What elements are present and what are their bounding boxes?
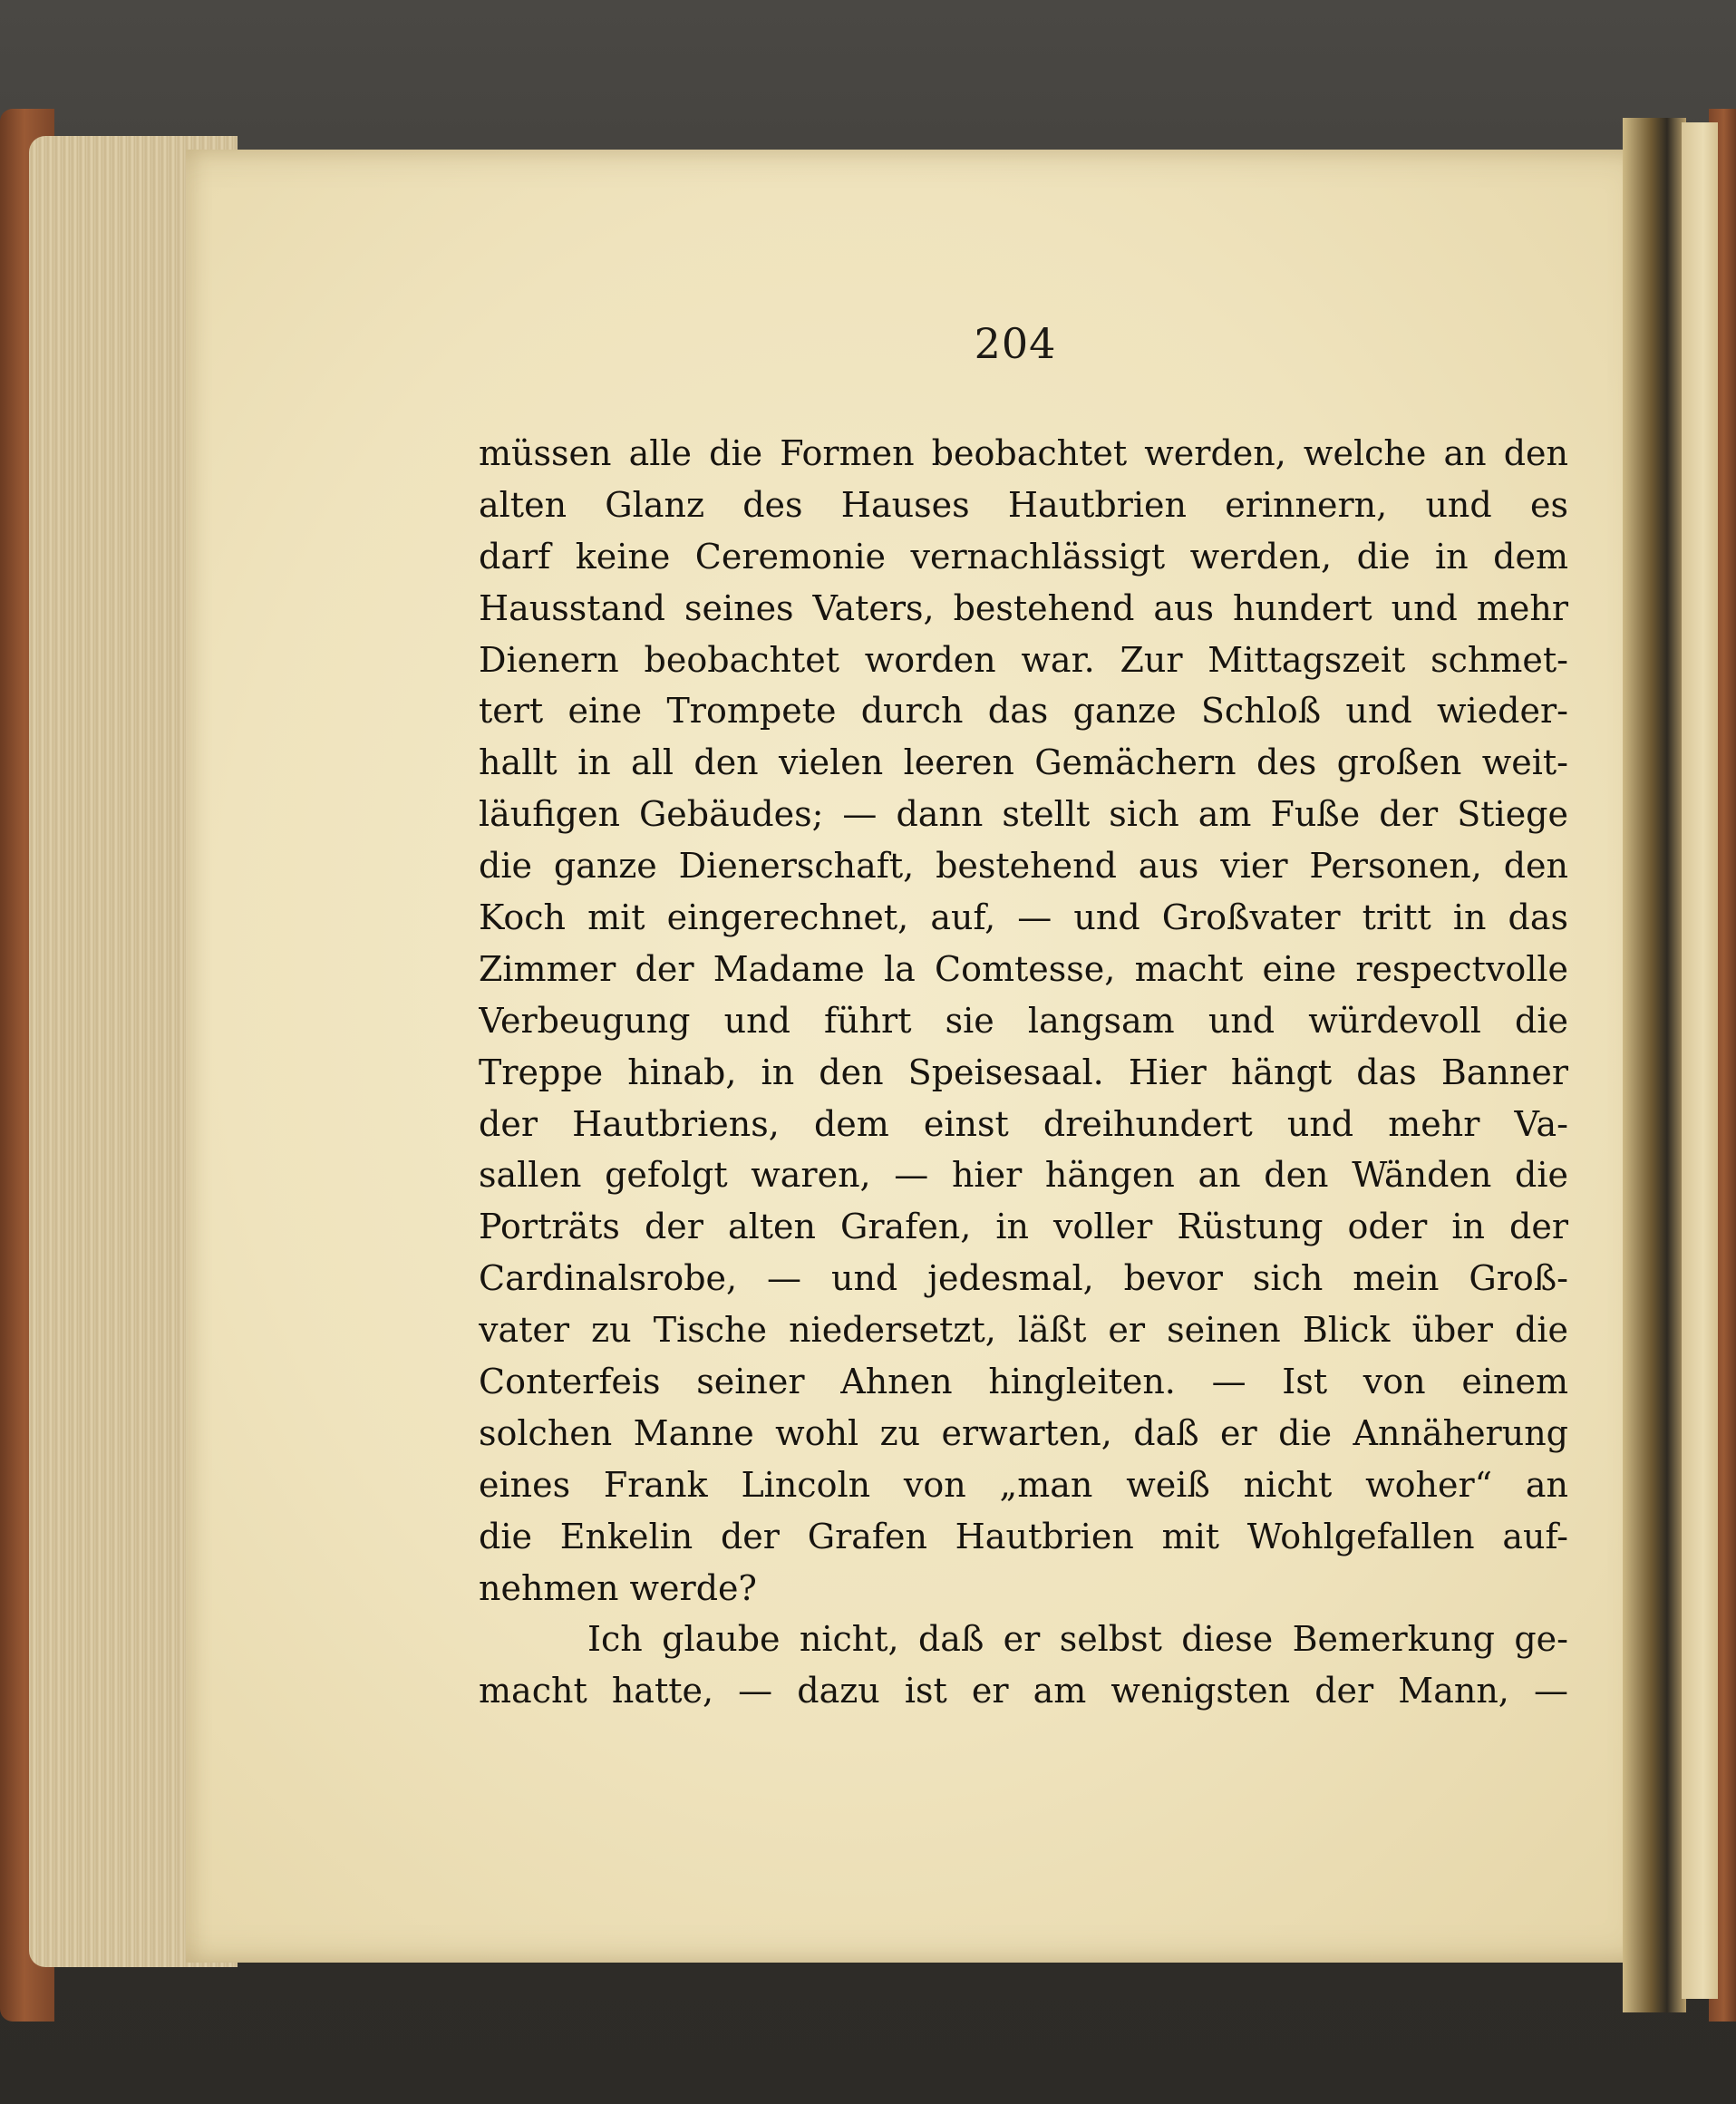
text-line: müssen alle die Formen beobachtet werden, welche an den [479,433,1568,473]
page-number: 204 [974,319,1057,368]
text-line: die ganze Dienerschaft, bestehend aus vier Personen, den [479,846,1568,887]
text-line: Hausstand seines Vaters, bestehend aus hundert und mehr [479,587,1568,628]
text-line: Verbeugung und führt sie langsam und würdevoll die [479,1000,1568,1041]
text-line: der Hautbriens, dem einst dreihundert und mehr Va- [479,1103,1568,1144]
text-line: macht hatte, — dazu ist er am wenigsten der Mann, — [479,1671,1568,1711]
text-line: darf keine Ceremonie vernachlässigt werden, die in dem [479,536,1568,577]
text-line: Porträts der alten Grafen, in voller Rüstung oder in der [479,1207,1568,1247]
body-text [479,428,1568,1717]
paragraph-end-line: nehmen werde? [479,1567,757,1608]
text-line: Cardinalsrobe, — und jedesmal, bevor sich mein Groß- [479,1258,1568,1299]
text-line: alten Glanz des Hauses Hautbrien erinnern, und es [479,484,1568,525]
text-line: sallen gefolgt waren, — hier hängen an den Wänden die [479,1155,1568,1196]
text-line: die Enkelin der Grafen Hautbrien mit Wohlgefallen auf- [479,1516,1568,1556]
text-line: Dienern beobachtet worden war. Zur Mittagszeit schmet- [479,639,1568,680]
text-line: hallt in all den vielen leeren Gemächern des großen weit- [479,742,1568,783]
text-line: tert eine Trompete durch das ganze Schloß und wieder- [479,691,1568,732]
book-gutter [1623,118,1686,2012]
text-line: läufigen Gebäudes; — dann stellt sich am Fuße der Stiege [479,794,1568,835]
text-line: eines Frank Lincoln von „man weiß nicht woher“ an [479,1464,1568,1505]
paragraph-start-line: Ich glaube nicht, daß er selbst diese Bemerkung ge- [587,1619,1568,1660]
text-line: vater zu Tische niedersetzt, läßt er seinen Blick über die [479,1310,1568,1351]
text-line: solchen Manne wohl zu erwarten, daß er die Annäherung [479,1412,1568,1453]
text-line: Koch mit eingerechnet, auf, — und Großvater tritt in das [479,897,1568,938]
text-line: Zimmer der Madame la Comtesse, macht eine respectvolle [479,948,1568,989]
facing-page-edge [1682,122,1718,1999]
text-line: Conterfeis seiner Ahnen hingleiten. — Ist von einem [479,1362,1568,1402]
text-line: Treppe hinab, in den Speisesaal. Hier hängt das Banner [479,1052,1568,1092]
